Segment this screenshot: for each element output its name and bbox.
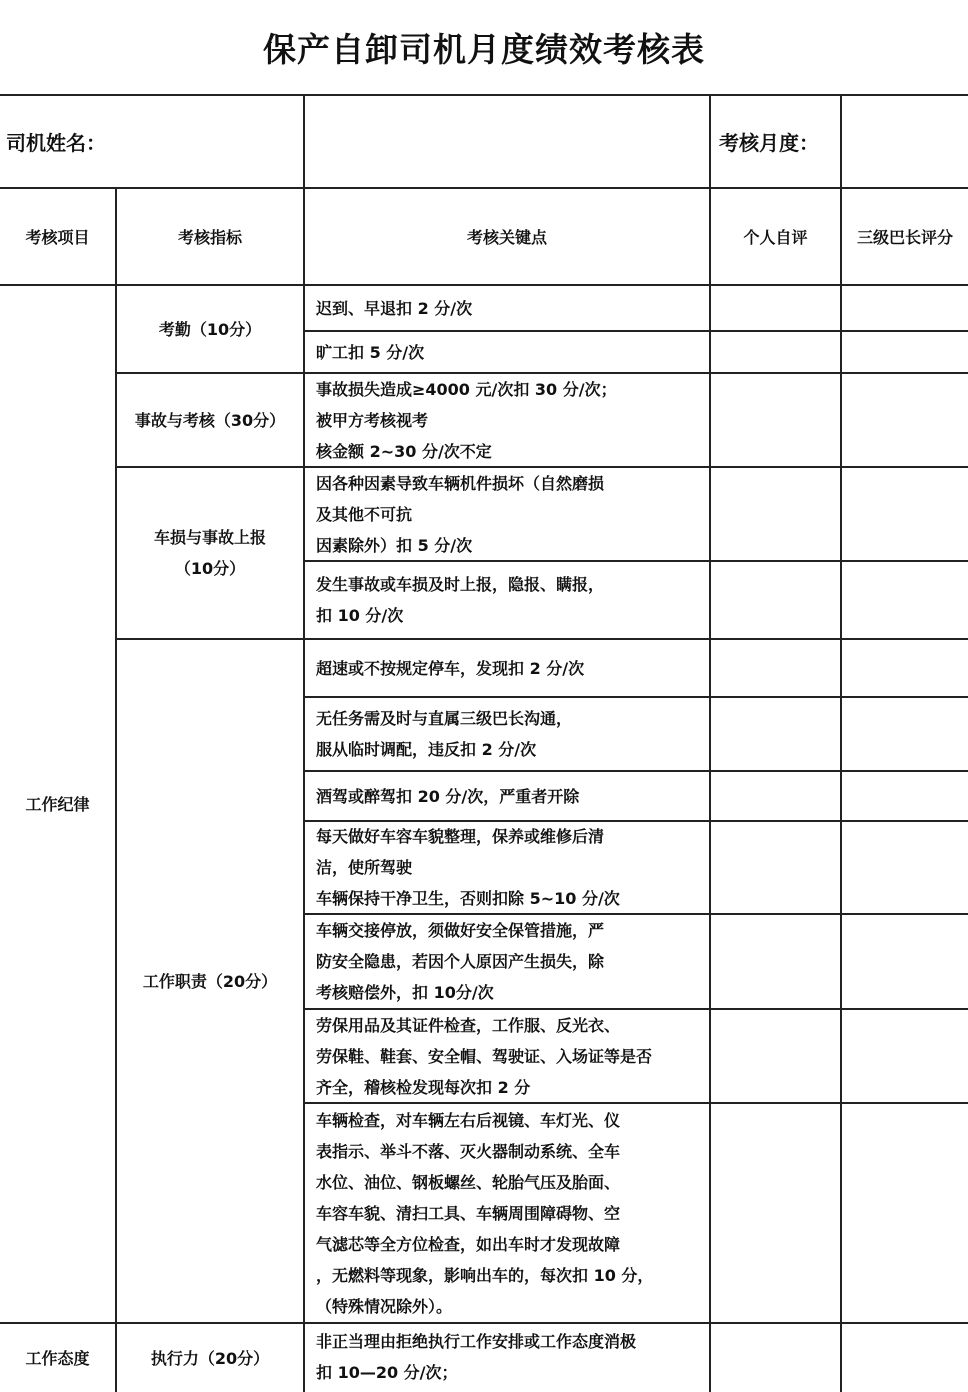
indicator-attendance: 考勤（10分） — [158, 319, 262, 339]
key-point: 非正当理由拒绝执行工作安排或工作态度消极 扣 10—20 分/次； — [316, 1332, 637, 1382]
key-point: 因各种因素导致车辆机件损坏（自然磨损 及其他不可抗 因素除外）扣 5 分/次 — [316, 473, 605, 555]
indicator-execution: 执行力（20分） — [150, 1348, 270, 1368]
key-point: 酒驾或醉驾扣 20 分/次，严重者开除 — [316, 786, 580, 806]
key-point: 事故损失造成≥4000 元/次扣 30 分/次； 被甲方考核视考 核金额 2~30 分/次不定 — [316, 379, 617, 461]
key-point: 旷工扣 5 分/次 — [316, 342, 425, 362]
header-project: 考核项目 — [25, 228, 90, 247]
indicator-duties: 工作职责（20分） — [142, 971, 278, 991]
key-point: 无任务需及时与直属三级巴长沟通， 服从临时调配，违反扣 2 分/次 — [316, 709, 573, 759]
project-discipline: 工作纪律 — [25, 794, 90, 814]
key-point: 超速或不按规定停车，发现扣 2 分/次 — [316, 658, 585, 678]
header-key-points: 考核关键点 — [466, 228, 547, 247]
page-title: 保产自卸司机月度绩效考核表 — [263, 30, 705, 69]
indicator-damage-report: 车损与事故上报 （10分） — [153, 528, 266, 578]
indicator-accident: 事故与考核（30分） — [134, 410, 286, 430]
driver-name-field[interactable] — [305, 96, 709, 187]
header-indicator: 考核指标 — [177, 228, 242, 247]
header-leader-eval: 三级巴长评分 — [856, 228, 953, 247]
grid-line — [709, 94, 711, 1392]
key-point: 每天做好车容车貌整理，保养或维修后清 洁，使所驾驶 车辆保持干净卫生，否则扣除 5~10 分/次 — [316, 827, 620, 908]
month-field[interactable] — [842, 96, 968, 187]
month-label: 考核月度： — [719, 131, 819, 155]
key-point: 车辆交接停放，须做好安全保管措施，严 防安全隐患，若因个人原因产生损失，除 考核赔偿外，扣 10分/次 — [316, 921, 605, 1002]
key-point: 发生事故或车损及时上报，隐报、瞒报， 扣 10 分/次 — [316, 575, 605, 625]
driver-name-label: 司机姓名： — [6, 131, 106, 155]
key-point: 劳保用品及其证件检查，工作服、反光衣、 劳保鞋、鞋套、安全帽、驾驶证、入场证等是否 齐全，稽核检发现每次扣 2 分 — [316, 1015, 653, 1097]
grid-line — [840, 94, 842, 1392]
grid-line — [303, 94, 305, 1392]
project-attitude: 工作态度 — [25, 1348, 90, 1368]
key-point: 迟到、早退扣 2 分/次 — [316, 298, 473, 318]
header-self-eval: 个人自评 — [743, 228, 808, 247]
key-point: 车辆检查，对车辆左右后视镜、车灯光、仪 表指示、举斗不落、灭火器制动系统、全车 水位、油位、钢板螺丝、轮胎气压及胎面、 车容车貌、清扫工具、车辆周围障碍物、空 气滤芯等全方位检查，如出车时才发现故障 ，无燃料等现象，影响出车的，每次扣 10 分， （特殊情况除外）。 — [316, 1110, 654, 1316]
